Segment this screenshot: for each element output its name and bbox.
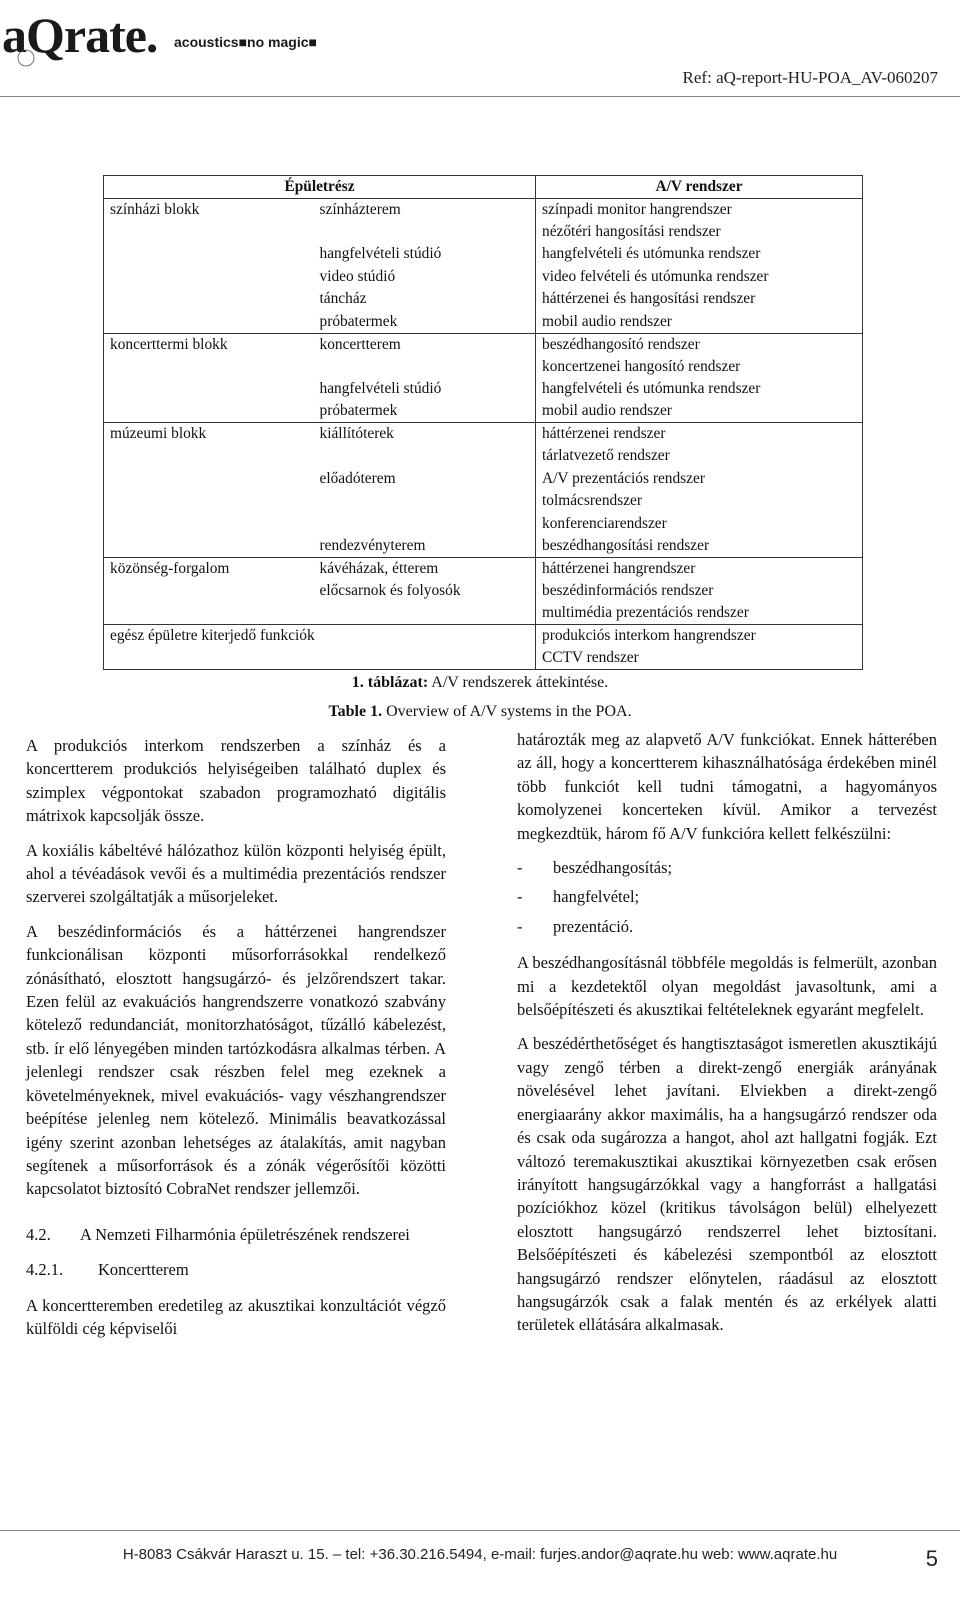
section-number: 4.2. — [26, 1224, 51, 1244]
cell-av-system: nézőtéri hangosítási rendszer — [536, 221, 863, 243]
cell-av-system: mobil audio rendszer — [536, 311, 863, 334]
cell-av-system: beszédinformációs rendszer — [536, 580, 863, 602]
paragraph-speech-info: A beszédinformációs és a háttérzenei hangrendszer funkcionálisan központi műsorforrásokkal rendelkező zónásítható, elosztott hangsugárzó- és jelzőrendszert takar. Ezen felül az evakuációs hangrendszerre vonatkozó szabvány kötelező redundanciát, monitorzhatóságot, tűzálló kábelezést, stb. ír elő lényegében minden tartózkodásra alkalmas térben. A jelenlegi rendszer csak részben felel meg ezeknek a követelményeknek, mivel evakuációs- vagy vészhangrendszer beépítése jelenleg nem kötelező. Minimális beavatkozással igény szerint azonban lehetséges az átalakítás, amit nagyban segítenek a műsorforrások és a zónák végerősítői közötti kapcsolatot biztosító CobraNet rendszer jellemzői. — [26, 921, 446, 1199]
table-header-row — [104, 176, 863, 199]
cell-building-block — [104, 221, 314, 243]
table-row — [104, 378, 863, 400]
table-row — [104, 557, 863, 580]
cell-building-block — [104, 468, 314, 490]
table-row — [104, 266, 863, 288]
cell-room: koncertterem — [314, 333, 536, 356]
table-row — [104, 513, 863, 535]
cell-av-system: video felvételi és utómunka rendszer — [536, 266, 863, 288]
cell-building-block — [104, 356, 314, 378]
table-row — [104, 400, 863, 423]
left-column — [26, 734, 446, 1351]
cell-room: hangfelvételi stúdió — [319, 379, 442, 397]
paragraph-av-functions: határozták meg az alapvető A/V funkciókat. Ennek hátterében az áll, hogy a koncertterem kihasználhatósága érdekében minél több funkciót kell tudni támogatni, a hagyományos komolyzenei koncerteken kívül. Amikor a tervezést megkezdtük, három fő A/V funkcióra kellett felkészülni: — [517, 730, 937, 843]
table-row — [104, 333, 863, 356]
table-row — [104, 243, 863, 265]
cell-building-block: múzeumi blokk — [104, 423, 314, 446]
cell-building-block — [104, 647, 314, 670]
cell-av-system: háttérzenei rendszer — [536, 423, 863, 446]
section-title: A Nemzeti Filharmónia épületrészének rendszerei — [80, 1224, 410, 1244]
paragraph-catv: A koxiális kábeltévé hálózathoz külön központi helyiség épült, ahol a tévéadások vevői és a multimédia prezentációs rendszer szerverei szolgáltatják a műsorjeleket. — [26, 840, 446, 907]
paragraph-speech-reinforcement: A beszédhangosításnál többféle megoldás is felmerült, azonban mi a kezdetektől olyan megoldást javasoltunk, ami a belsőépítészeti és akusztikai feltételeknek egyaránt megfelelt. — [517, 953, 937, 1020]
cell-room: színházterem — [319, 201, 401, 218]
list-item: - prezentáció. — [517, 916, 634, 936]
cell-building-block: színházi blokk — [110, 201, 200, 218]
table-row — [104, 468, 863, 490]
caption-hu-label: 1. táblázat: — [351, 674, 429, 691]
cell-av-system: CCTV rendszer — [536, 647, 863, 670]
header-divider — [0, 96, 960, 97]
cell-av-system: beszédhangosítási rendszer — [536, 535, 863, 558]
cell-room — [314, 647, 536, 670]
cell-room: előcsarnok és folyosók — [319, 581, 461, 599]
table-row — [104, 199, 863, 222]
footer-contact: H-8083 Csákvár Haraszt u. 15. – tel: +36.30.216.5494, e-mail: furjes.andor@aqrate.hu web: www.aqrate.hu — [122, 1546, 838, 1563]
cell-room — [314, 490, 536, 512]
cell-av-system: hangfelvételi és utómunka rendszer — [536, 378, 863, 400]
cell-room: előadóterem — [319, 469, 396, 487]
cell-av-system: beszédhangosító rendszer — [536, 333, 863, 356]
cell-av-system: koncertzenei hangosító rendszer — [536, 356, 863, 378]
cell-building-block — [104, 602, 314, 625]
cell-room — [314, 513, 536, 535]
paragraph-intelligibility: A beszédérthetőséget és hangtisztaságot ismeretlen akusztikájú vagy zengő térben a direkt-zengő energiák arányának növelésével lehet javítani. Elviekben a direkt-zengő energiaarány akkor maximális, ha a hangsugárzó rendszer oda és csak oda sugározza a hangot, ahol azt hallgatni fogják. Ezt változó teremakusztikai akusztikai környezetben csak erősen irányított hangsugárzókkal vagy a hangforrást a hallgatási pozíciókhoz közel (kritikus távolságon belül) elhelyezett elosztott hangsugárzó rendszerrel lehet biztosítani. Belsőépítészeti és kábelezési szempontból az elosztott hangsugárzó rendszer előnytelen, ráadásul az elosztott hangsugárzók csak a falak mentén és az erkélyek alatti területek ellátására alkalmasak. — [517, 1034, 937, 1335]
cell-room: rendezvényterem — [319, 536, 426, 554]
caption-en-label: Table 1. — [328, 703, 383, 720]
paragraph-intercom: A produkciós interkom rendszerben a színház és a koncertterem produkciós helyiségeiben található duplex és szimplex végpontokat szabadon programozható digitális mátrixok kapcsolják össze. — [26, 736, 446, 826]
subsection-title: Koncertterem — [98, 1260, 189, 1280]
cell-building-block — [104, 580, 314, 602]
table-header-building-part: Épületrész — [104, 176, 536, 199]
table-row — [104, 580, 863, 602]
cell-building-block — [104, 400, 314, 423]
cell-building-block — [104, 266, 314, 288]
cell-building-block — [104, 288, 314, 310]
table-caption-hu — [0, 674, 960, 692]
list-item: - hangfelvétel; — [517, 887, 640, 907]
cell-room: próbatermek — [319, 312, 398, 330]
cell-building-block — [104, 445, 314, 467]
table-row — [104, 490, 863, 512]
list-item: - beszédhangosítás; — [517, 858, 673, 878]
cell-room — [314, 356, 536, 378]
table-row — [104, 288, 863, 310]
table-row — [104, 445, 863, 467]
cell-building-block: koncerttermi blokk — [104, 333, 314, 356]
table-caption-en — [0, 703, 960, 721]
caption-hu-text: A/V rendszerek áttekintése. — [428, 674, 609, 691]
cell-av-system: produkciós interkom hangrendszer — [536, 625, 863, 648]
av-function-list — [517, 856, 937, 938]
cell-building-block — [104, 378, 314, 400]
cell-building-block — [104, 535, 314, 558]
table-row — [104, 535, 863, 558]
cell-building-block — [104, 513, 314, 535]
cell-av-system: konferenciarendszer — [536, 513, 863, 535]
subsection-number: 4.2.1. — [26, 1260, 64, 1280]
cell-room: kiállítóterek — [314, 423, 536, 446]
cell-av-system: színpadi monitor hangrendszer — [536, 199, 863, 222]
logo-emblem-icon — [4, 48, 48, 68]
cell-av-system: háttérzenei és hangosítási rendszer — [536, 288, 863, 310]
company-logo — [2, 8, 382, 64]
page-number: 5 — [925, 1546, 938, 1571]
cell-building-block: egész épületre kiterjedő funkciók — [104, 625, 536, 648]
cell-room: táncház — [319, 290, 367, 308]
paragraph-concert-hall: A koncertteremben eredetileg az akusztikai konzultációt végző külföldi cég képviselői — [26, 1295, 446, 1338]
table-header-av-system: A/V rendszer — [536, 176, 863, 199]
cell-room: kávéházak, étterem — [314, 557, 536, 580]
caption-en-text: Overview of A/V systems in the POA. — [382, 703, 632, 720]
av-systems-table — [103, 175, 863, 670]
right-column — [517, 728, 937, 1348]
table-row — [104, 221, 863, 243]
cell-room — [314, 445, 536, 467]
table-row — [104, 602, 863, 625]
table-row — [104, 625, 863, 648]
cell-av-system: tolmácsrendszer — [536, 490, 863, 512]
table-row — [104, 356, 863, 378]
cell-room — [314, 602, 536, 625]
cell-room: hangfelvételi stúdió — [319, 245, 442, 263]
cell-av-system: hangfelvételi és utómunka rendszer — [536, 243, 863, 265]
logo-tagline: acoustics■no magic■ — [174, 34, 317, 50]
footer-divider — [0, 1530, 960, 1531]
cell-av-system: tárlatvezető rendszer — [536, 445, 863, 467]
cell-av-system: háttérzenei hangrendszer — [536, 557, 863, 580]
table-row — [104, 647, 863, 670]
logo-wordmark: aQrate. — [2, 7, 158, 63]
cell-av-system: multimédia prezentációs rendszer — [536, 602, 863, 625]
cell-room: video stúdió — [319, 267, 396, 285]
cell-room — [314, 221, 536, 243]
cell-av-system: mobil audio rendszer — [536, 400, 863, 423]
section-heading-4-2 — [26, 1223, 446, 1246]
cell-av-system: A/V prezentációs rendszer — [536, 468, 863, 490]
document-reference: Ref: aQ-report-HU-POA_AV-060207 — [682, 68, 938, 87]
table-row — [104, 423, 863, 446]
cell-building-block: közönség-forgalom — [104, 557, 314, 580]
cell-room: próbatermek — [319, 402, 398, 420]
cell-building-block — [104, 311, 314, 334]
cell-building-block — [104, 243, 314, 265]
cell-building-block — [104, 490, 314, 512]
table-row — [104, 311, 863, 334]
subsection-heading-4-2-1 — [26, 1258, 446, 1281]
